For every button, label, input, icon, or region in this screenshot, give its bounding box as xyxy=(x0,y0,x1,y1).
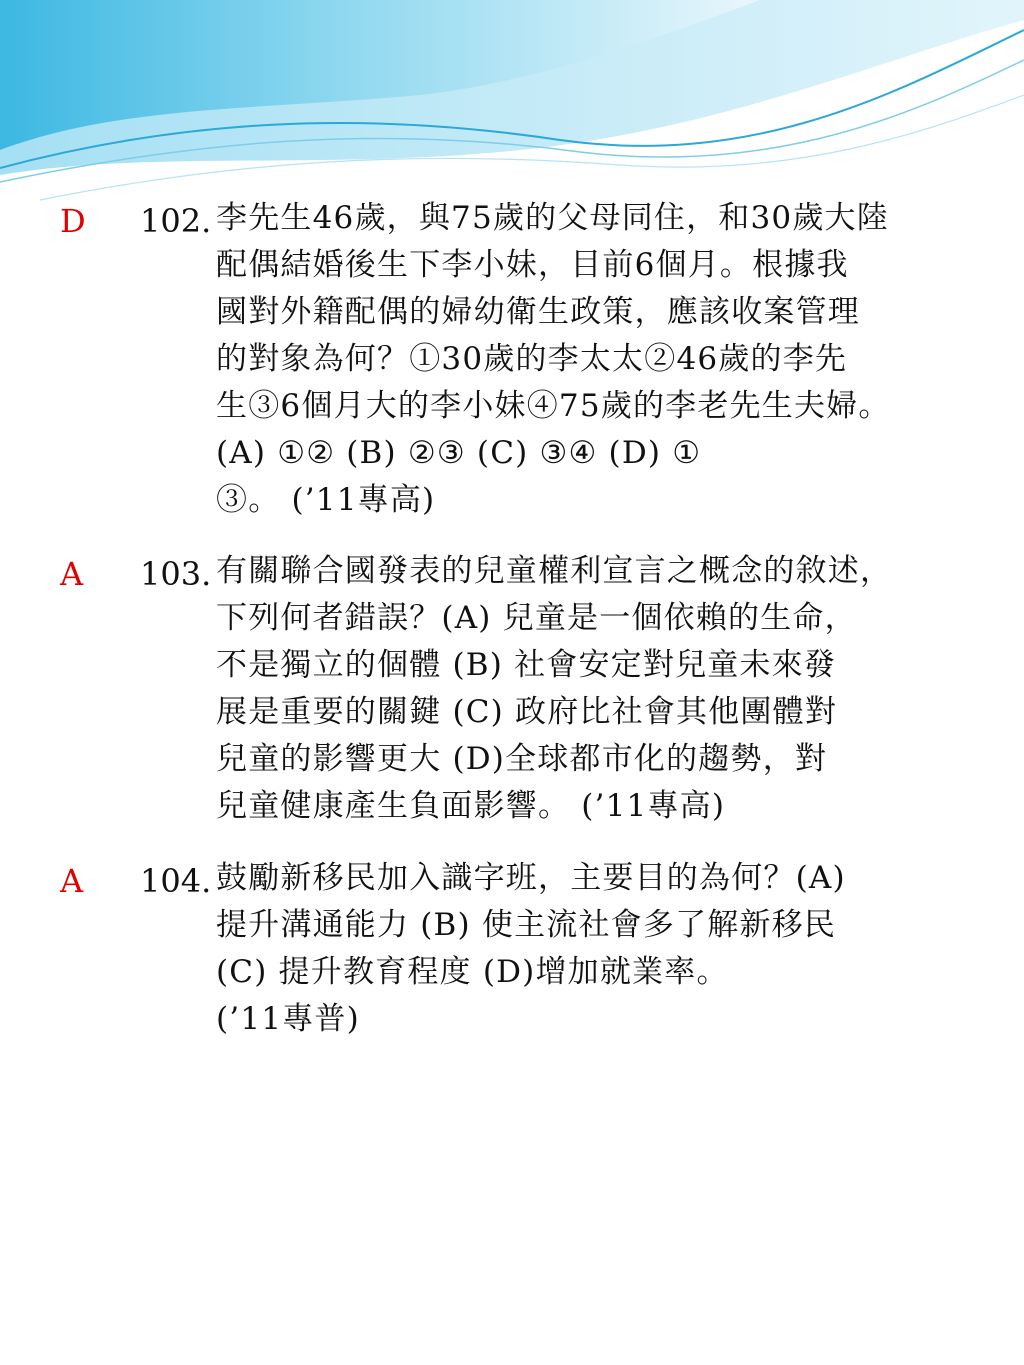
question-line: 生③6個月大的李小妹④75歲的李老先生夫婦。 xyxy=(216,388,891,424)
question-line: 鼓勵新移民加入識字班，主要目的為何？(A) xyxy=(216,860,846,896)
question-number: 103. xyxy=(140,555,212,593)
question-text xyxy=(216,195,1006,524)
question-line: 不是獨立的個體 (B) 社會安定對兒童未來發 xyxy=(216,647,837,683)
question-line: 的對象為何？①30歲的李太太②46歲的李先 xyxy=(216,341,848,377)
question-line: ③。 (’11專高) xyxy=(216,482,436,518)
question-text xyxy=(216,855,1006,1043)
question-line: 兒童的影響更大 (D)全球都市化的趨勢，對 xyxy=(216,741,828,777)
answer-key: A xyxy=(60,862,84,900)
question-line: 配偶結婚後生下李小妹，目前6個月。根據我 xyxy=(216,247,849,283)
question-line: 李先生46歲，與75歲的父母同住，和30歲大陸 xyxy=(216,200,889,236)
question-line: 提升溝通能力 (B) 使主流社會多了解新移民 xyxy=(216,907,837,943)
question-line: 有關聯合國發表的兒童權利宣言之概念的敘述， xyxy=(216,553,893,589)
question-text xyxy=(216,548,1006,830)
question-line: (’11專普) xyxy=(216,1001,360,1037)
question-number: 104. xyxy=(140,862,212,900)
question-line: (A) ①② (B) ②③ (C) ③④ (D) ① xyxy=(216,435,702,471)
question-line: 兒童健康產生負面影響。 (’11專高) xyxy=(216,788,726,824)
question-line: 展是重要的關鍵 (C) 政府比社會其他團體對 xyxy=(216,694,838,730)
question-number: 102. xyxy=(140,202,212,240)
question-line: 下列何者錯誤？(A) 兒童是一個依賴的生命， xyxy=(216,600,857,636)
header-wave-decoration xyxy=(0,0,1024,210)
answer-key: A xyxy=(60,555,84,593)
question-line: 國對外籍配偶的婦幼衛生政策，應該收案管理 xyxy=(216,294,860,330)
question-line: (C) 提升教育程度 (D)增加就業率。 xyxy=(216,954,729,990)
answer-key: D xyxy=(60,202,86,240)
